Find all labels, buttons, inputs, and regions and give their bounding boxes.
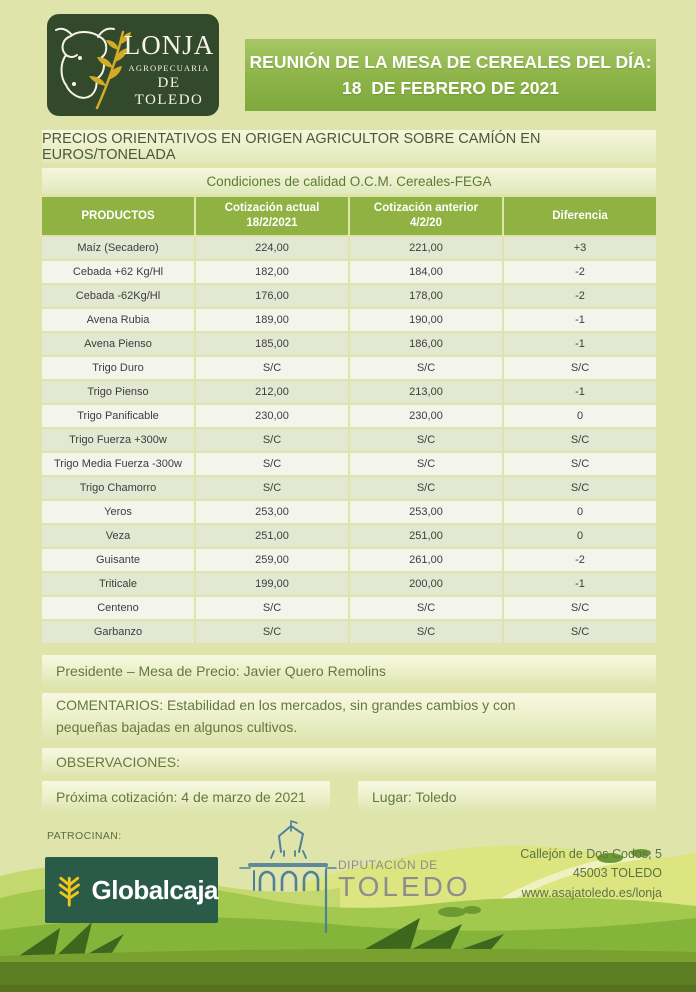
difference-cell: -1	[504, 309, 656, 331]
difference-cell: -1	[504, 573, 656, 595]
diputacion-building-icon	[238, 818, 338, 938]
diputacion-toledo-logo	[238, 818, 471, 938]
meeting-title-line2: 18 DE FEBRERO DE 2021	[342, 78, 559, 98]
product-cell: Guisante	[42, 549, 194, 571]
previous-price-cell: 186,00	[350, 333, 502, 355]
meeting-title-banner	[245, 39, 656, 111]
column-header-difference: Diferencia	[504, 197, 656, 235]
current-price-cell: S/C	[196, 621, 348, 643]
diputacion-text-line2: TOLEDO	[338, 871, 471, 902]
previous-price-cell: S/C	[350, 477, 502, 499]
table-row	[42, 285, 656, 307]
prices-banner-text: PRECIOS ORIENTATIVOS EN ORIGEN AGRICULTOR SOBRE CAMÍÓN EN EUROS/TONELADA	[42, 130, 541, 163]
president-text: Presidente – Mesa de Precio: Javier Quero Remolins	[56, 662, 386, 679]
product-cell: Triticale	[42, 573, 194, 595]
current-price-cell: 259,00	[196, 549, 348, 571]
current-price-cell: 224,00	[196, 237, 348, 259]
previous-price-cell: 221,00	[350, 237, 502, 259]
diputacion-text-line1: DIPUTACIÓN DE	[338, 858, 438, 872]
sponsors-label: PATROCINAN:	[47, 830, 122, 842]
lonja-logo	[47, 14, 219, 116]
table-row	[42, 525, 656, 547]
table-row	[42, 549, 656, 571]
bull-wheat-icon	[53, 22, 131, 110]
current-price-cell: 199,00	[196, 573, 348, 595]
previous-price-cell: S/C	[350, 357, 502, 379]
product-cell: Avena Pienso	[42, 333, 194, 355]
previous-price-cell: 230,00	[350, 405, 502, 427]
next-quote-bar	[42, 781, 330, 812]
diputacion-logo-text	[338, 858, 471, 903]
previous-price-cell: 190,00	[350, 309, 502, 331]
difference-cell: S/C	[504, 453, 656, 475]
price-table	[42, 197, 656, 645]
previous-price-cell: S/C	[350, 597, 502, 619]
president-bar	[42, 655, 656, 686]
globalcaja-logo-text: Globalcaja	[91, 874, 218, 905]
table-row	[42, 309, 656, 331]
prices-banner	[42, 130, 656, 163]
product-cell: Centeno	[42, 597, 194, 619]
comments-text: COMENTARIOS: Estabilidad en los mercados, sin grandes cambios y con pequeñas bajadas en algunos cultivos.	[56, 697, 516, 735]
column-header-previous: Cotización anterior 4/2/20	[350, 197, 502, 235]
current-price-cell: 176,00	[196, 285, 348, 307]
place-bar	[358, 781, 656, 812]
difference-cell: 0	[504, 501, 656, 523]
previous-price-cell: 213,00	[350, 381, 502, 403]
meeting-title-line1: REUNIÓN DE LA MESA DE CEREALES DEL DÍA:	[249, 51, 652, 72]
difference-cell: -2	[504, 285, 656, 307]
observations-text: OBSERVACIONES:	[56, 754, 180, 770]
current-price-cell: S/C	[196, 477, 348, 499]
current-price-cell: 253,00	[196, 501, 348, 523]
product-cell: Trigo Media Fuerza -300w	[42, 453, 194, 475]
current-price-cell: 185,00	[196, 333, 348, 355]
table-row	[42, 501, 656, 523]
lonja-logo-subtitle2: DE TOLEDO	[134, 75, 204, 108]
product-cell: Yeros	[42, 501, 194, 523]
table-row	[42, 429, 656, 451]
lonja-logo-subtitle1: AGROPECUARIA	[128, 63, 210, 73]
current-price-cell: 212,00	[196, 381, 348, 403]
table-row	[42, 357, 656, 379]
difference-cell: +3	[504, 237, 656, 259]
table-header-row	[42, 197, 656, 235]
difference-cell: S/C	[504, 621, 656, 643]
table-row	[42, 237, 656, 259]
difference-cell: -1	[504, 381, 656, 403]
current-price-cell: 182,00	[196, 261, 348, 283]
product-cell: Maíz (Secadero)	[42, 237, 194, 259]
difference-cell: S/C	[504, 429, 656, 451]
previous-price-cell: S/C	[350, 453, 502, 475]
conditions-banner	[42, 168, 656, 194]
table-row	[42, 405, 656, 427]
next-quote-text: Próxima cotización: 4 de marzo de 2021	[56, 788, 306, 805]
difference-cell: S/C	[504, 357, 656, 379]
previous-price-cell: 200,00	[350, 573, 502, 595]
product-cell: Trigo Pienso	[42, 381, 194, 403]
difference-cell: 0	[504, 405, 656, 427]
table-row	[42, 597, 656, 619]
product-cell: Cebada +62 Kg/Hl	[42, 261, 194, 283]
previous-price-cell: 261,00	[350, 549, 502, 571]
difference-cell: -1	[504, 333, 656, 355]
globalcaja-logo	[45, 857, 218, 923]
table-row	[42, 621, 656, 643]
difference-cell: -2	[504, 261, 656, 283]
table-row	[42, 453, 656, 475]
conditions-banner-text: Condiciones de calidad O.C.M. Cereales-FEGA	[206, 173, 492, 189]
previous-price-cell: 253,00	[350, 501, 502, 523]
table-row	[42, 381, 656, 403]
table-row	[42, 333, 656, 355]
previous-price-cell: S/C	[350, 621, 502, 643]
product-cell: Trigo Fuerza +300w	[42, 429, 194, 451]
comments-bar	[42, 693, 656, 741]
previous-price-cell: S/C	[350, 429, 502, 451]
product-cell: Avena Rubia	[42, 309, 194, 331]
place-text: Lugar: Toledo	[372, 788, 457, 805]
product-cell: Garbanzo	[42, 621, 194, 643]
price-table-body	[42, 237, 656, 643]
current-price-cell: S/C	[196, 429, 348, 451]
table-row	[42, 261, 656, 283]
address-block	[520, 845, 662, 903]
address-line3: www.asajatoledo.es/lonja	[521, 885, 662, 900]
lonja-logo-text	[123, 32, 215, 109]
column-header-products: PRODUCTOS	[42, 197, 194, 235]
difference-cell: -2	[504, 549, 656, 571]
current-price-cell: S/C	[196, 597, 348, 619]
product-cell: Trigo Panificable	[42, 405, 194, 427]
table-row	[42, 477, 656, 499]
product-cell: Trigo Duro	[42, 357, 194, 379]
difference-cell: 0	[504, 525, 656, 547]
column-header-current: Cotización actual 18/2/2021	[196, 197, 348, 235]
wheat-icon	[55, 870, 84, 910]
address-line1: Callejón de Dos Codos, 5	[520, 847, 662, 861]
current-price-cell: S/C	[196, 357, 348, 379]
product-cell: Veza	[42, 525, 194, 547]
current-price-cell: 189,00	[196, 309, 348, 331]
previous-price-cell: 184,00	[350, 261, 502, 283]
current-price-cell: 230,00	[196, 405, 348, 427]
product-cell: Cebada -62Kg/Hl	[42, 285, 194, 307]
previous-price-cell: 178,00	[350, 285, 502, 307]
difference-cell: S/C	[504, 477, 656, 499]
lonja-logo-title: LONJA	[123, 30, 215, 60]
current-price-cell: 251,00	[196, 525, 348, 547]
observations-bar	[42, 748, 656, 776]
previous-price-cell: 251,00	[350, 525, 502, 547]
table-row	[42, 573, 656, 595]
difference-cell: S/C	[504, 597, 656, 619]
product-cell: Trigo Chamorro	[42, 477, 194, 499]
current-price-cell: S/C	[196, 453, 348, 475]
address-line2: 45003 TOLEDO	[572, 866, 662, 881]
